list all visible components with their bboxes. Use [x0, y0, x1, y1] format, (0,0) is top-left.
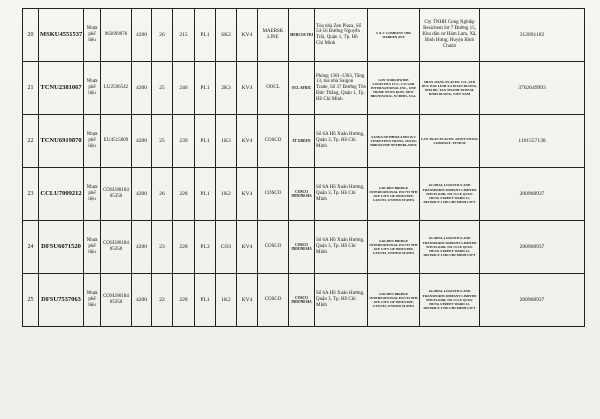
code-kv: KV4: [237, 62, 258, 115]
tax-code: 200968937: [480, 221, 585, 274]
carrier-name: OOCL: [258, 62, 289, 115]
package-count: 22: [152, 274, 173, 327]
consignee-name: Cty TNHH Cung Nghiệp Resichem Sơ 7 Đường 15, Khu dân cư Hàm Lam, Xã, Bình Hưng, Huyện Bình Chánh: [420, 9, 480, 62]
carrier-name: MAERSK LINE: [258, 9, 289, 62]
shipper-name: GSN WORLDWIDE LOGISTICS LLC, C/O GSR INTERNATIONAL INC., ONE HOME NEWS ROW, NEW BRUNSWICK, NJ 08901, USA.: [368, 62, 420, 115]
scan-speck: ·: [338, 408, 340, 414]
package-count: 23: [152, 221, 173, 274]
code-kv: KV4: [237, 221, 258, 274]
shipper-name: GOLDEN BRIDGE INTERNATIONAL INC715 9TH AVE CITY OF INDUSTRY, CA91745, UNITED STATES: [368, 168, 420, 221]
consignee-name: GLOBAL LOGISTICS AND TRANSPORTCOMPANY LIMITED 5TH FLOOR, NO 13 LE QUOC HUNG STREET WARD 12, DISTRICT 4 HO CHI MINH CITY: [420, 221, 480, 274]
cargo-type: Nhựa phế liệu: [84, 115, 101, 168]
row-number: 24: [23, 221, 39, 274]
container-number: TCNU6919870: [39, 115, 84, 168]
code-k: SK2: [216, 9, 237, 62]
agent-address: Số 6A Hồ Xuân Hương, Quận 3, Tp. Hồ Chí Minh: [315, 115, 368, 168]
cargo-type: Nhựa phế liệu: [84, 9, 101, 62]
code-kv: KV4: [237, 115, 258, 168]
seal-number: LU2596542: [101, 62, 132, 115]
shipping-agent: OCL AFRIC: [289, 62, 315, 115]
tax-code: 200968937: [480, 274, 585, 327]
agent-address: Số 6A Hồ Xuân Hương, Quận 3, Tp. Hồ Chí Minh: [315, 274, 368, 327]
shipper-name: GOLDEN BRIDGE INTERNATIONAL INC715 9TH AVE CITY OF INDUSTRY, CA91745, UNITED STATES: [368, 274, 420, 327]
cargo-type: Nhựa phế liệu: [84, 221, 101, 274]
cargo-type: Nhựa phế liệu: [84, 62, 101, 115]
net-weight: 228: [173, 221, 195, 274]
code-kv: KV4: [237, 9, 258, 62]
consignee-name: GLOBAL LOGISTICS AND TRANSPORTCOMPANY LIMITED 5TH FLOOR, NO 13 LE QUOC HUNG STREET WARD 12, DISTRICT 4 HO CHI MINH CITY: [420, 168, 480, 221]
table-row: [23, 221, 585, 274]
code-k: 1K3: [216, 115, 237, 168]
tax-code: 200968937: [480, 168, 585, 221]
carrier-name: COSCO: [258, 274, 289, 327]
net-weight: 246: [173, 62, 195, 115]
row-number: 21: [23, 62, 39, 115]
package-count: 25: [152, 62, 173, 115]
row-number: 23: [23, 168, 39, 221]
net-weight: 228: [173, 274, 195, 327]
package-count: 26: [152, 168, 173, 221]
carrier-name: COSCO: [258, 115, 289, 168]
code-pl: PL1: [195, 62, 216, 115]
code-pl: PL1: [195, 9, 216, 62]
code-k: 1K2: [216, 274, 237, 327]
seal-number: EU4515809: [101, 115, 132, 168]
agent-address: Số 6A Hồ Xuân Hương, Quận 3, Tp. Hồ Chí Minh: [315, 221, 368, 274]
consignee-name: SHAN JIANG PLASTIC CO., LTD DUC DAT LINH XA DOAN DUONG, NHA BE, TAN THANH TP HCM, DINH DUONG, VIET NAM: [420, 62, 480, 115]
shipping-agent: COSCO INDONESIA: [289, 221, 315, 274]
code-k: 1K2: [216, 168, 237, 221]
carrier-name: COSCO: [258, 168, 289, 221]
cargo-type: Nhựa phế liệu: [84, 168, 101, 221]
net-weight: 239: [173, 115, 195, 168]
shipping-agent: COSCO INDONESIA: [289, 274, 315, 327]
code-k: CO3: [216, 221, 237, 274]
table-row: [23, 62, 585, 115]
code-kv: KV4: [237, 274, 258, 327]
code-pl: PL1: [195, 274, 216, 327]
seal-number: COSU80184 05350: [101, 168, 132, 221]
scan-speck: ·: [118, 404, 120, 410]
table-row: [23, 9, 585, 62]
container-manifest-table: [22, 8, 585, 327]
tax-code: 1101557138: [480, 115, 585, 168]
net-weight: 215: [173, 9, 195, 62]
container-number: TCNU2381067: [39, 62, 84, 115]
code-pl: PL1: [195, 115, 216, 168]
package-count: 25: [152, 115, 173, 168]
seal-number: 963699076: [101, 9, 132, 62]
shipper-name: GOLDEN BRIDGE INTERNATIONAL INC715 9TH AVE CITY OF INDUSTRY, CA91745, UNITED STATES: [368, 221, 420, 274]
shipping-agent: MERCOS TRI: [289, 9, 315, 62]
gross-weight: 4200: [132, 115, 152, 168]
shipping-agent: COSCO INDONESIA: [289, 168, 315, 221]
agent-address: Tòa nhà Zen Plaza, Số 54-56 Đường Nguyễn Trãi, Quận 1, Tp. Hồ Chí Minh: [315, 9, 368, 62]
shipper-name: SANDA NETHERLANDS B.V VINKEVEEN TRANS, 3321ZG BREDA THE NETHERLANDS: [368, 115, 420, 168]
gross-weight: 4200: [132, 62, 152, 115]
gross-weight: 4200: [132, 168, 152, 221]
code-k: 2K3: [216, 62, 237, 115]
code-kv: KV4: [237, 168, 258, 221]
seal-number: COSU80184 05350: [101, 274, 132, 327]
container-number: CCLU7009212: [39, 168, 84, 221]
agent-address: Số 6A Hồ Xuân Hương, Quận 3, Tp. Hồ Chí Minh: [315, 168, 368, 221]
gross-weight: 4200: [132, 221, 152, 274]
package-count: 26: [152, 9, 173, 62]
container-number: DFSU7537063: [39, 274, 84, 327]
code-pl: PL3: [195, 221, 216, 274]
carrier-name: COSCO: [258, 221, 289, 274]
consignee-name: LAN TRAN PLASTIC JOINT STOCK COMPANY, TP HCM: [420, 115, 480, 168]
container-number: MSKU4551537: [39, 9, 84, 62]
table-row: [23, 115, 585, 168]
gross-weight: 4200: [132, 9, 152, 62]
table-row: [23, 168, 585, 221]
code-pl: PL1: [195, 168, 216, 221]
agent-address: Phòng 1301-1303, Tầng 13, tòa nhà Saigon Trade, Số 37 Đường Tôn Đức Thắng, Quận 1, Tp. Hồ Chí Minh: [315, 62, 368, 115]
gross-weight: 4200: [132, 274, 152, 327]
row-number: 20: [23, 9, 39, 62]
container-number: DFSU6071520: [39, 221, 84, 274]
consignee-name: GLOBAL LOGISTICS AND TRANSPORTCOMPANY LIMITED 5TH FLOOR, NO 13 LE QUOC HUNG STREET WARD 12, DISTRICT 4 HO CHI MINH CITY: [420, 274, 480, 327]
tax-code: 3702649993: [480, 62, 585, 115]
tax-code: 312891182: [480, 9, 585, 62]
scan-speck: ·: [574, 14, 576, 20]
shipper-name: S & C COMPANY 1960 WARDEN AVE: [368, 9, 420, 62]
table-row: [23, 274, 585, 327]
net-weight: 228: [173, 168, 195, 221]
shipping-agent: ST GREEN: [289, 115, 315, 168]
row-number: 25: [23, 274, 39, 327]
cargo-type: Nhựa phế liệu: [84, 274, 101, 327]
seal-number: COSU80184 05350: [101, 221, 132, 274]
row-number: 22: [23, 115, 39, 168]
